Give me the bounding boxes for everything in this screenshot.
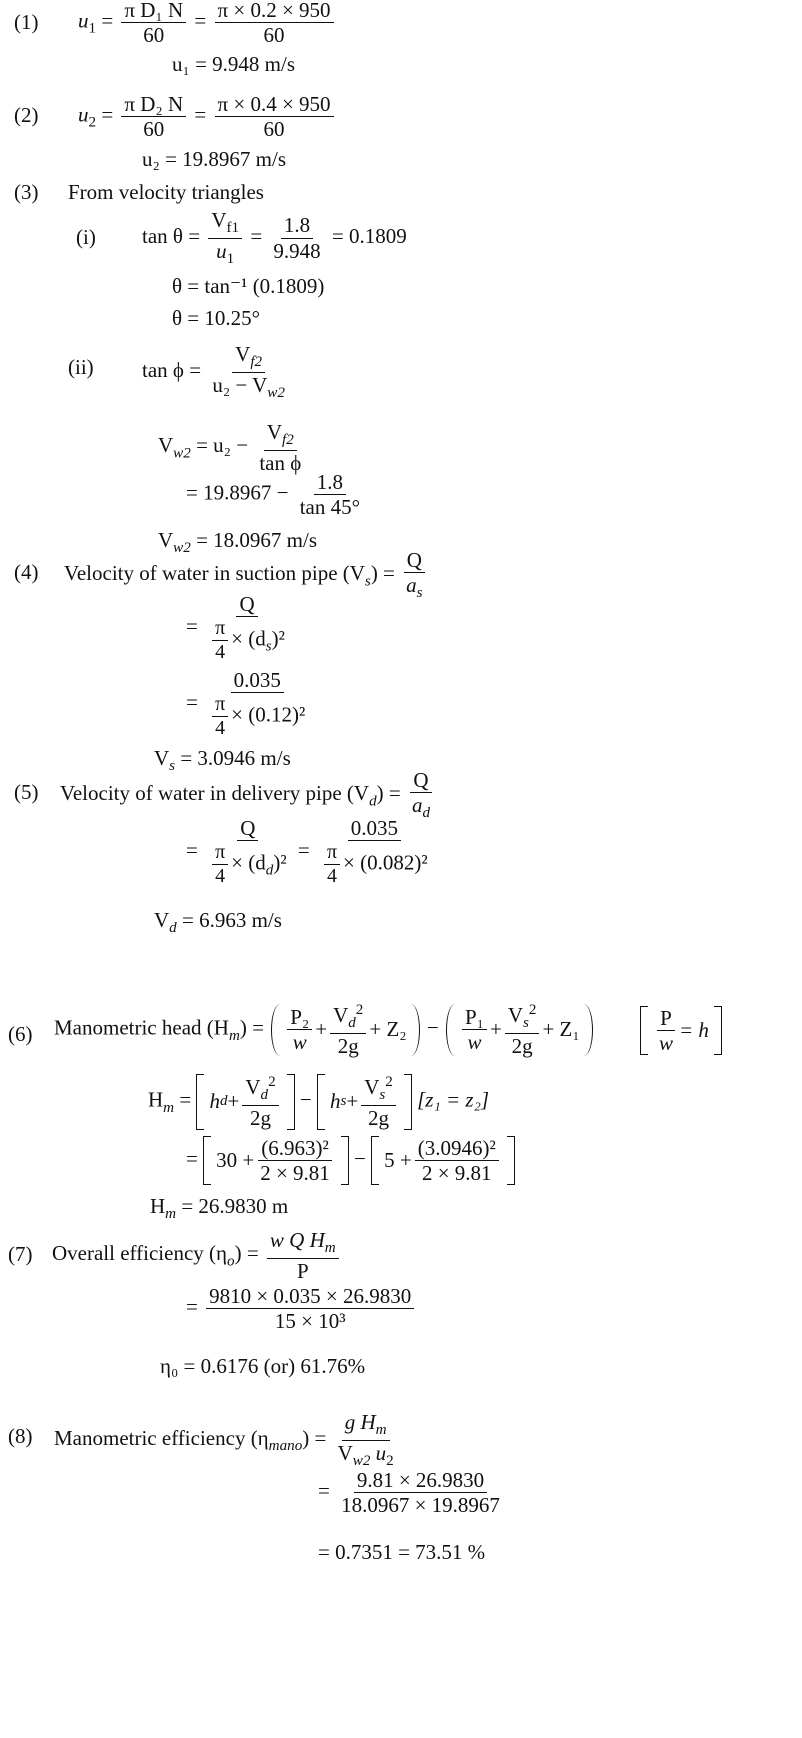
- theta-inverse: θ = tan⁻¹ (0.1809): [172, 274, 325, 298]
- step-3-i-label: (i): [76, 225, 96, 249]
- frac-num: π D₁ N: [121, 0, 186, 23]
- step-8-title: Manometric efficiency $(\eta_{mano})$ = $\frac{g H_m}{V_{w2} u_2}$: [54, 1410, 394, 1469]
- step-3-ii-label: (ii): [68, 355, 94, 379]
- step-4-result: $V_s = 3.0946$ m/s: [154, 746, 291, 775]
- tan-phi-equation: tan ϕ = $\frac{V_{f2}}{u_2 - V_{w2}}$: [142, 342, 285, 401]
- theta-result: θ = 10.25°: [172, 306, 261, 330]
- step-2-result: u₂ = 19.8967 m/s: [142, 147, 287, 171]
- step-6-number: (6): [8, 1022, 33, 1046]
- step-4-substitution: = 0.035 $\frac{\pi}{4}$ × (0.12)²: [186, 668, 306, 740]
- step-1-number: (1): [14, 10, 39, 34]
- tan-theta-equation: tan θ = $\frac{V_{f1}}{u_1}$ = $\frac{1.8}{9.948}$ = 0.1809: [142, 208, 407, 267]
- step-7-title: Overall efficiency $(\eta_o)$ = $\frac{w Q H_m}{P}$: [52, 1228, 342, 1283]
- step-5-formula: = Q $\frac{\pi}{4}$ × $(d_d)^2$ = 0.035 $\frac{\pi}{4}$ × (0.082)²: [186, 816, 428, 888]
- step-8-substitution: = $\frac{9.81 \times 26.9830}{18.0967 \times 19.8967}$: [318, 1468, 500, 1518]
- step-4-title: Velocity of water in suction pipe $(V_s)$ = $\frac{Q}{a_s}$: [64, 548, 429, 603]
- step-7-result: η₀ = 0.6176 (or) 61.76%: [160, 1354, 366, 1378]
- vw2-substitution: = 19.8967 − $\frac{1.8}{\tan 45^\circ}$: [186, 470, 360, 520]
- step-1-result: u₁ = 9.948 m/s: [172, 52, 296, 76]
- hm-result: $H_m = 26.9830$ m: [150, 1194, 289, 1223]
- step-4-number: (4): [14, 560, 39, 584]
- step-3-title: From velocity triangles: [68, 180, 264, 204]
- step-2-equation: $u_2$ = $\frac{\text{π D₂ N}}{60}$ = $\frac{\pi \times 0.4 \times 950}{60}$: [78, 92, 337, 141]
- hm-substitution: = 30 + $\frac{\text{(6.963)²}}{2 \times 9.81}$ − 5 + $\frac{\text{(3.0946)²}}{2 \times 9.81}$: [186, 1136, 515, 1185]
- step-4-formula: = Q $\frac{\pi}{4}$ × $(d_s)^2$: [186, 592, 285, 664]
- frac-num: π × 0.2 × 950: [215, 0, 334, 23]
- step-5-number: (5): [14, 780, 39, 804]
- step-1-equation: $u_1$ = $\frac{\text{π D₁ N}}{60}$ = $\frac{\pi \times 0.2 \times 950}{60}$: [78, 0, 337, 47]
- pressure-head-note: $\frac{P}{w}$ = h: [640, 1006, 722, 1055]
- step-5-title: Velocity of water in delivery pipe $(V_d)$ = $\frac{Q}{a_d}$: [60, 768, 431, 822]
- vw2-equation: $V_{w2} = u_2$ − $\frac{V_{f2}}{\text{tan ϕ}}$: [158, 420, 302, 475]
- step-6-title: Manometric head $(H_m)$ = $\frac{\text{P₂}}{w}$ + $\frac{V_d^2}{2g}$ + Z₂ − $\frac{\text{P₁}}{w}$ + $\frac{V_s^2}{2g}$ + Z₁: [54, 1002, 595, 1058]
- step-8-result: = 0.7351 = 73.51 %: [318, 1540, 486, 1564]
- step-7-number: (7): [8, 1242, 33, 1266]
- step-3-number: (3): [14, 180, 39, 204]
- step-8-number: (8): [8, 1424, 33, 1448]
- vw2-result: $V_{w2} = 18.0967$ m/s: [158, 528, 317, 557]
- hm-formula: $H_m$ = h d + $\frac{V_d^2}{2g}$ − h s + $\frac{V_s^2}{2g}$ [z₁ = z₂]: [148, 1074, 490, 1130]
- step-5-result: $V_d = 6.963$ m/s: [154, 908, 282, 937]
- step-7-substitution: = $\frac{9810 \times 0.035 \times 26.9830}{\text{15 × 10³}}$: [186, 1284, 417, 1333]
- step-2-number: (2): [14, 103, 39, 127]
